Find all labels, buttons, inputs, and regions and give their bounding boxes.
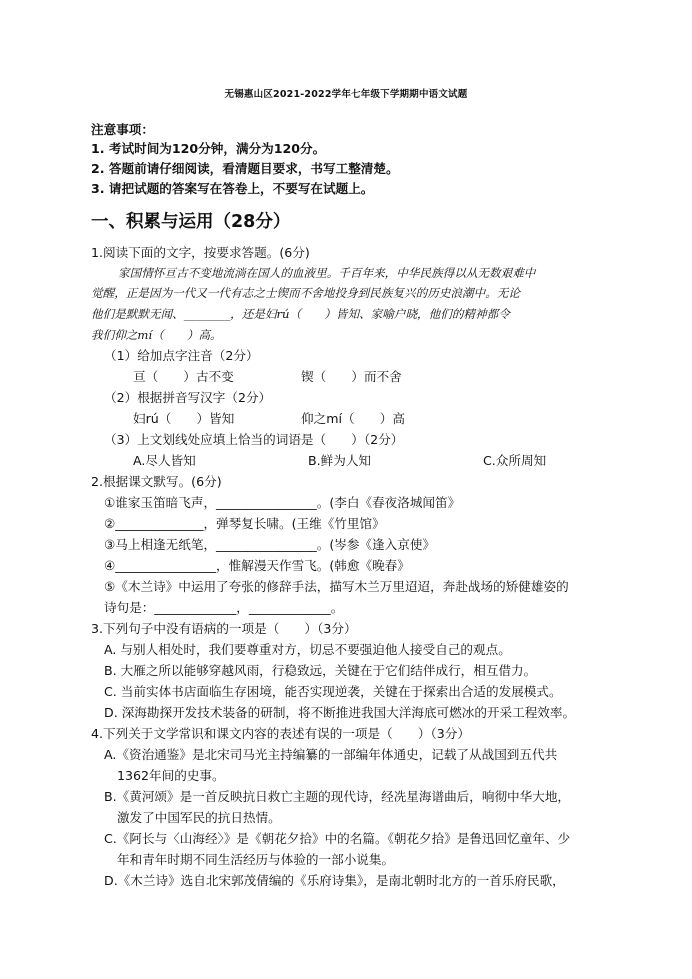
recitation-line: ①谁家玉笛暗飞声，________________。(李白《春夜洛城闻笛》	[104, 495, 461, 510]
passage-line: 他们是默默无闻、________，还是妇rú（ ）皆知、家喻户晓，他们的精神都令	[91, 307, 510, 321]
recitation-line: ③马上相逢无纸笔，________________。(岑参《逢入京使》	[104, 537, 436, 552]
option: A. 与别人相处时，我们要尊重对方，切忌不要强迫他人接受自己的观点。	[104, 642, 511, 657]
option: C. 当前实体书店面临生存困境，能否实现逆袭，关键在于探索出合适的发展模式。	[104, 684, 562, 699]
passage-line: 我们仰之mí（ ）高。	[91, 328, 222, 342]
page-title: 无锡惠山区2021-2022学年七年级下学期期中语文试题	[224, 89, 468, 100]
answer-item: 妇rú（ ）皆知	[133, 411, 235, 426]
recitation-line: ⑤《木兰诗》中运用了夸张的修辞手法，描写木兰万里迢迢，奔赴战场的矫健雄姿的	[104, 579, 569, 594]
option-line: 1362年间的史事。	[117, 768, 225, 783]
notice-item: 1. 考试时间为120分钟，满分为120分。	[91, 141, 326, 156]
passage-line: 觉醒，正是因为一代又一代有志之士锲而不舍地投身到民族复兴的历史浪潮中。无论	[91, 286, 520, 300]
answer-item: 仰之mí（ ）高	[301, 411, 405, 426]
option-line: 激发了中国军民的抗日热情。	[117, 810, 281, 825]
option-line: 年和青年时期不同生活经历与体验的一部小说集。	[117, 852, 395, 867]
sub-question: （1）给加点字注音（2分）	[104, 348, 259, 363]
question-stem: 2.根据课文默写。(6分)	[91, 474, 222, 489]
notice-item: 3. 请把试题的答案写在答卷上，不要写在试题上。	[91, 181, 374, 196]
option-line: A.《资治通鉴》是北宋司马光主持编纂的一部编年体通史，记载了从战国到五代共	[104, 747, 558, 762]
section-heading: 一、积累与运用（28分）	[91, 212, 291, 232]
notice-heading: 注意事项：	[91, 122, 154, 137]
question-stem: 1.阅读下面的文字，按要求答题。(6分)	[91, 245, 310, 260]
recitation-line: ④________________，惟解漫天作雪飞。(韩愈《晚春》	[104, 558, 410, 573]
option: C.众所周知	[483, 453, 547, 468]
sub-question: （3）上文划线处应填上恰当的词语是（ ）（2分）	[104, 432, 404, 447]
option-line: C.《阿长与〈山海经〉》是《朝花夕拾》中的名篇。《朝花夕拾》是鲁迅回忆童年、少	[104, 831, 571, 846]
passage-line: 家国情怀亘古不变地流淌在国人的血液里。千百年来，中华民族得以从无数艰难中	[118, 266, 536, 280]
option: B.鲜为人知	[308, 453, 372, 468]
option: B. 大雁之所以能够穿越风雨，行稳致远，关键在于它们结伴成行，相互借力。	[104, 663, 537, 678]
answer-item: 锲（ ）而不舍	[301, 369, 402, 384]
sub-question: （2）根据拼音写汉字（2分）	[104, 390, 272, 405]
option: A.尽人皆知	[133, 453, 196, 468]
recitation-line: 诗句是：_____________，_____________。	[104, 600, 344, 615]
option-line: B.《黄河颂》是一首反映抗日救亡主题的现代诗，经冼星海谱曲后，响彻中华大地，	[104, 789, 571, 804]
option-line: D.《木兰诗》选自北宋郭茂倩编的《乐府诗集》，是南北朝时北方的一首乐府民歌，	[104, 873, 565, 888]
answer-item: 亘（ ）古不变	[133, 369, 234, 384]
recitation-line: ②______________，弹琴复长啸。(王维《竹里馆》	[104, 516, 385, 531]
question-stem: 4.下列关于文学常识和课文内容的表述有误的一项是（ ）（3分）	[91, 726, 470, 741]
notice-item: 2. 答题前请仔细阅读，看清题目要求，书写工整清楚。	[91, 161, 399, 176]
question-stem: 3.下列句子中没有语病的一项是（ ）（3分）	[91, 621, 357, 636]
option: D. 深海勘探开发技术装备的研制，将不断推进我国大洋海底可燃冰的开采工程效率。	[104, 705, 576, 720]
